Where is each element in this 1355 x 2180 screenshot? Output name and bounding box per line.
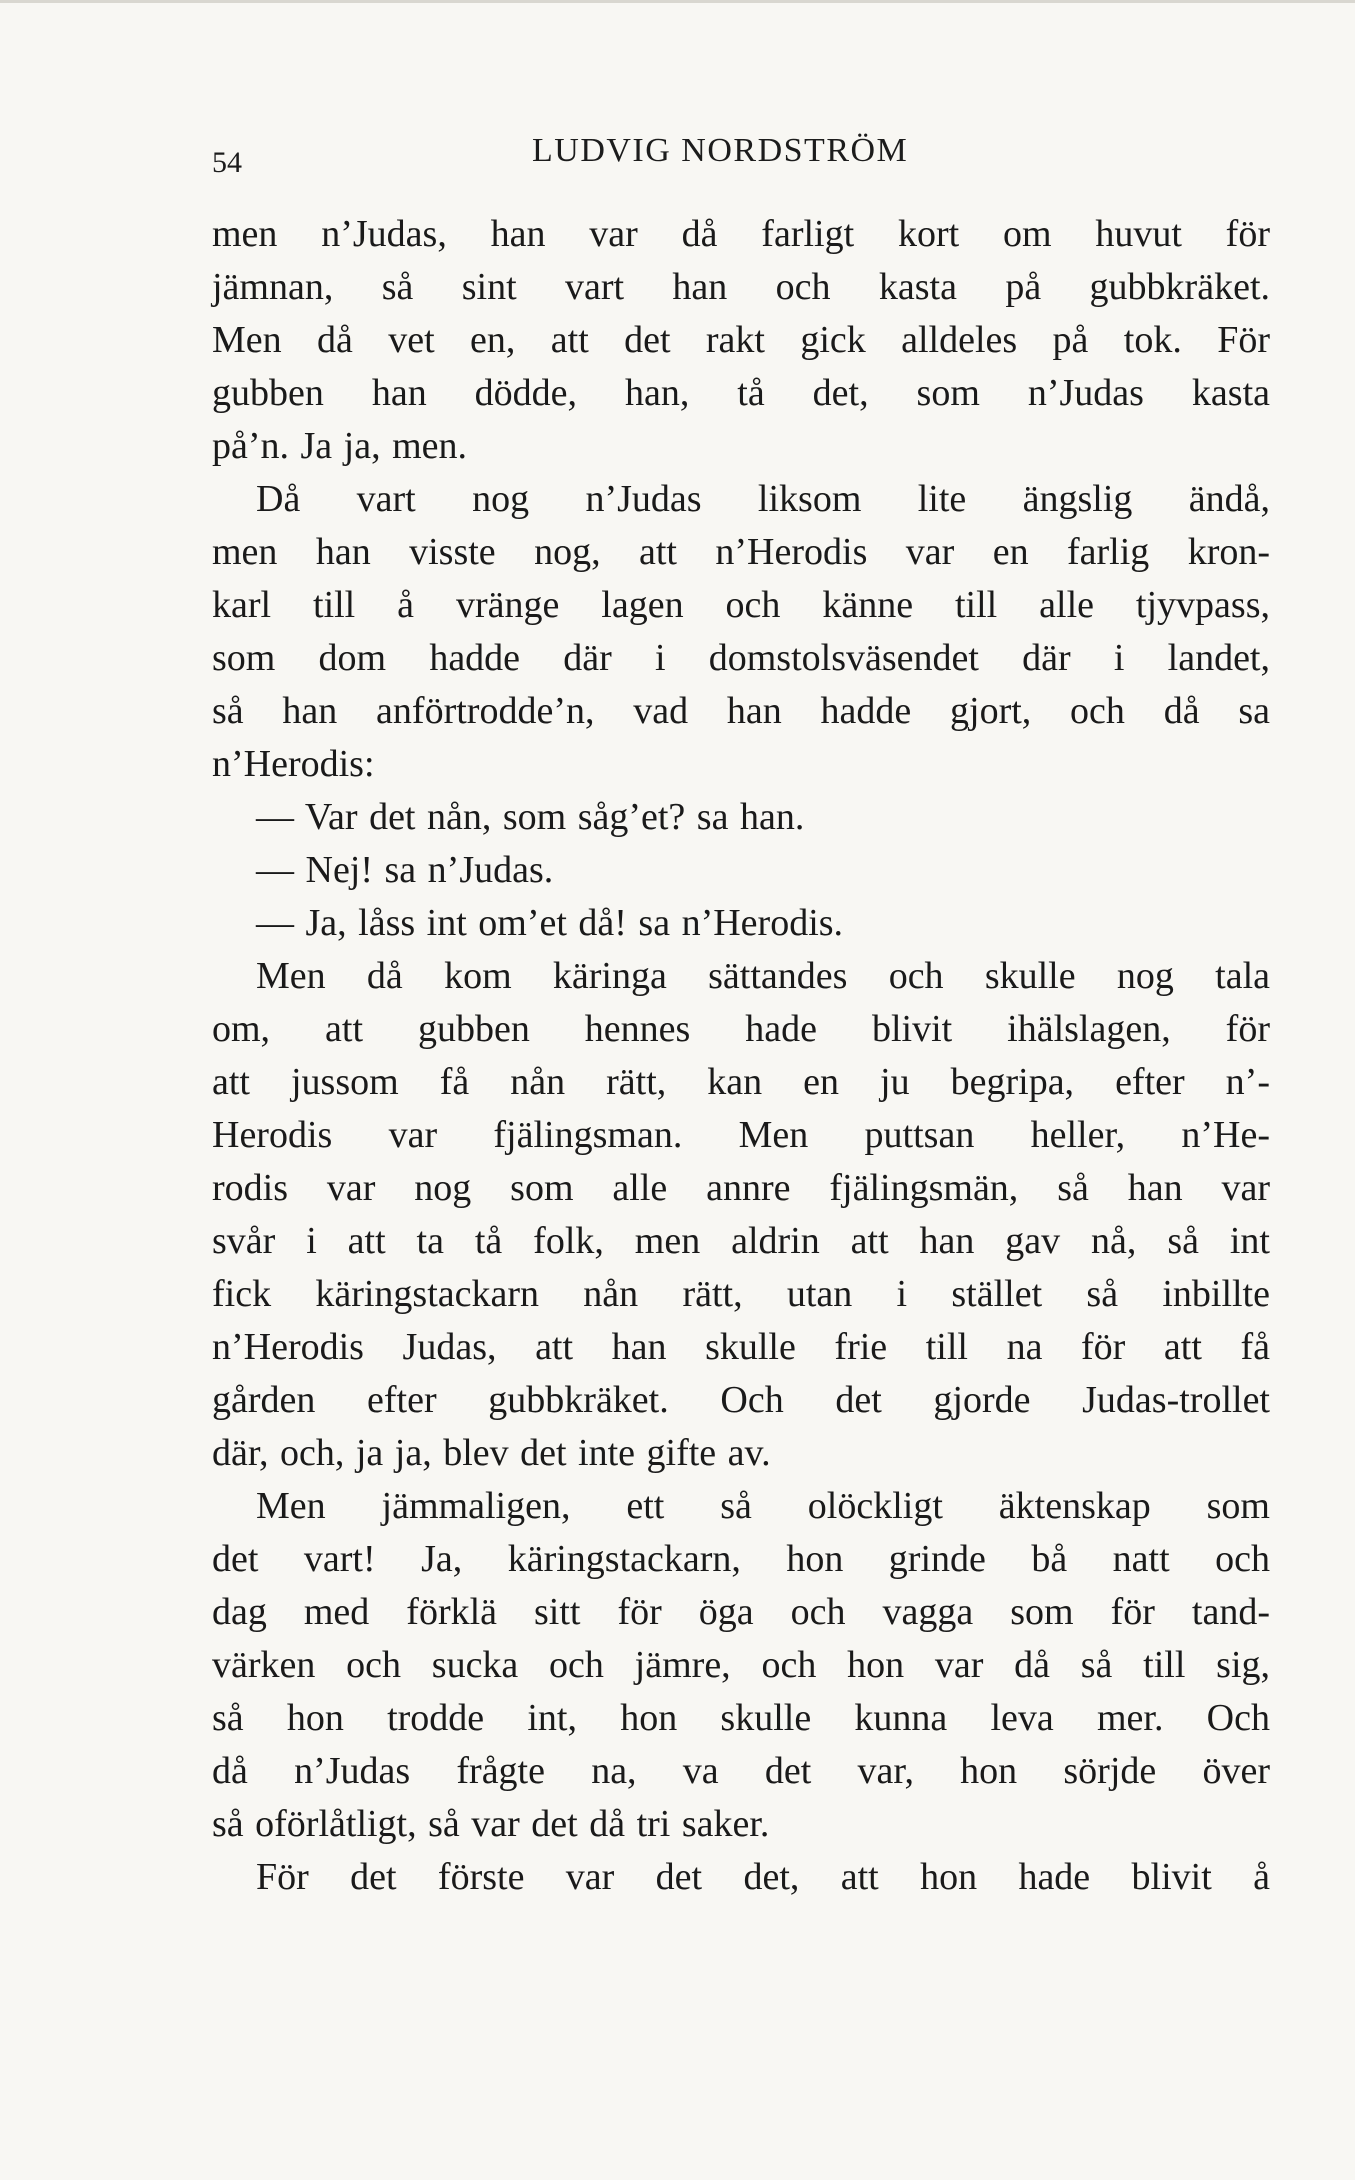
text-line: — Ja, låss int om’et då! sa n’Herodis. (256, 902, 844, 944)
text-line: att jussom få nån rätt, kan en ju begripa, efter n’- (212, 1061, 1270, 1103)
text-line: Då vart nog n’Judas liksom lite ängslig ändå, (256, 478, 1270, 520)
text-line: fick käringstackarn nån rätt, utan i stället så inbillte (212, 1273, 1270, 1315)
text-line: då n’Judas frågte na, va det var, hon sörjde över (212, 1750, 1270, 1792)
text-line: Men jämmaligen, ett så olöckligt äktenskap som (256, 1485, 1270, 1527)
text-line: svår i att ta tå folk, men aldrin att han gav nå, så int (212, 1220, 1270, 1262)
text-line: karl till å vränge lagen och känne till alle tjyvpass, (212, 584, 1270, 626)
body-text (212, 208, 1270, 1904)
text-line: Men då kom käringa sättandes och skulle nog tala (256, 955, 1270, 997)
text-line: För det förste var det det, att hon hade blivit å (256, 1856, 1270, 1898)
text-line: gubben han dödde, han, tå det, som n’Judas kasta (212, 372, 1270, 414)
text-line: om, att gubben hennes hade blivit ihälslagen, för (212, 1008, 1270, 1050)
text-line: jämnan, så sint vart han och kasta på gubbkräket. (212, 266, 1270, 308)
text-line: på’n. Ja ja, men. (212, 425, 468, 467)
text-line: men n’Judas, han var då farligt kort om huvut för (212, 213, 1270, 255)
page-number: 54 (212, 146, 242, 179)
text-line: värken och sucka och jämre, och hon var då så till sig, (212, 1644, 1270, 1686)
text-line: som dom hadde där i domstolsväsendet där i landet, (212, 637, 1270, 679)
text-line: n’Herodis: (212, 743, 375, 785)
text-line: så han anförtrodde’n, vad han hadde gjort, och då sa (212, 690, 1270, 732)
text-line: Herodis var fjälingsman. Men puttsan heller, n’He- (212, 1114, 1270, 1156)
text-line: — Nej! sa n’Judas. (256, 849, 554, 891)
text-line: så oförlåtligt, så var det då tri saker. (212, 1803, 770, 1845)
text-line: n’Herodis Judas, att han skulle frie till na för att få (212, 1326, 1270, 1368)
text-line: Men då vet en, att det rakt gick alldeles på tok. För (212, 319, 1270, 361)
page-header (212, 132, 1262, 179)
running-head-author: LUDVIG NORDSTRÖM (532, 132, 909, 169)
text-line: där, och, ja ja, blev det inte gifte av. (212, 1432, 771, 1474)
text-line: — Var det nån, som såg’et? sa han. (256, 796, 805, 838)
text-line: så hon trodde int, hon skulle kunna leva mer. Och (212, 1697, 1270, 1739)
text-line: gården efter gubbkräket. Och det gjorde Judas-trollet (212, 1379, 1270, 1421)
text-line: det vart! Ja, käringstackarn, hon grinde bå natt och (212, 1538, 1270, 1580)
scan-top-edge (0, 0, 1355, 3)
text-line: dag med förklä sitt för öga och vagga som för tand- (212, 1591, 1270, 1633)
text-line: men han visste nog, att n’Herodis var en farlig kron- (212, 531, 1270, 573)
text-line: rodis var nog som alle annre fjälingsmän, så han var (212, 1167, 1270, 1209)
